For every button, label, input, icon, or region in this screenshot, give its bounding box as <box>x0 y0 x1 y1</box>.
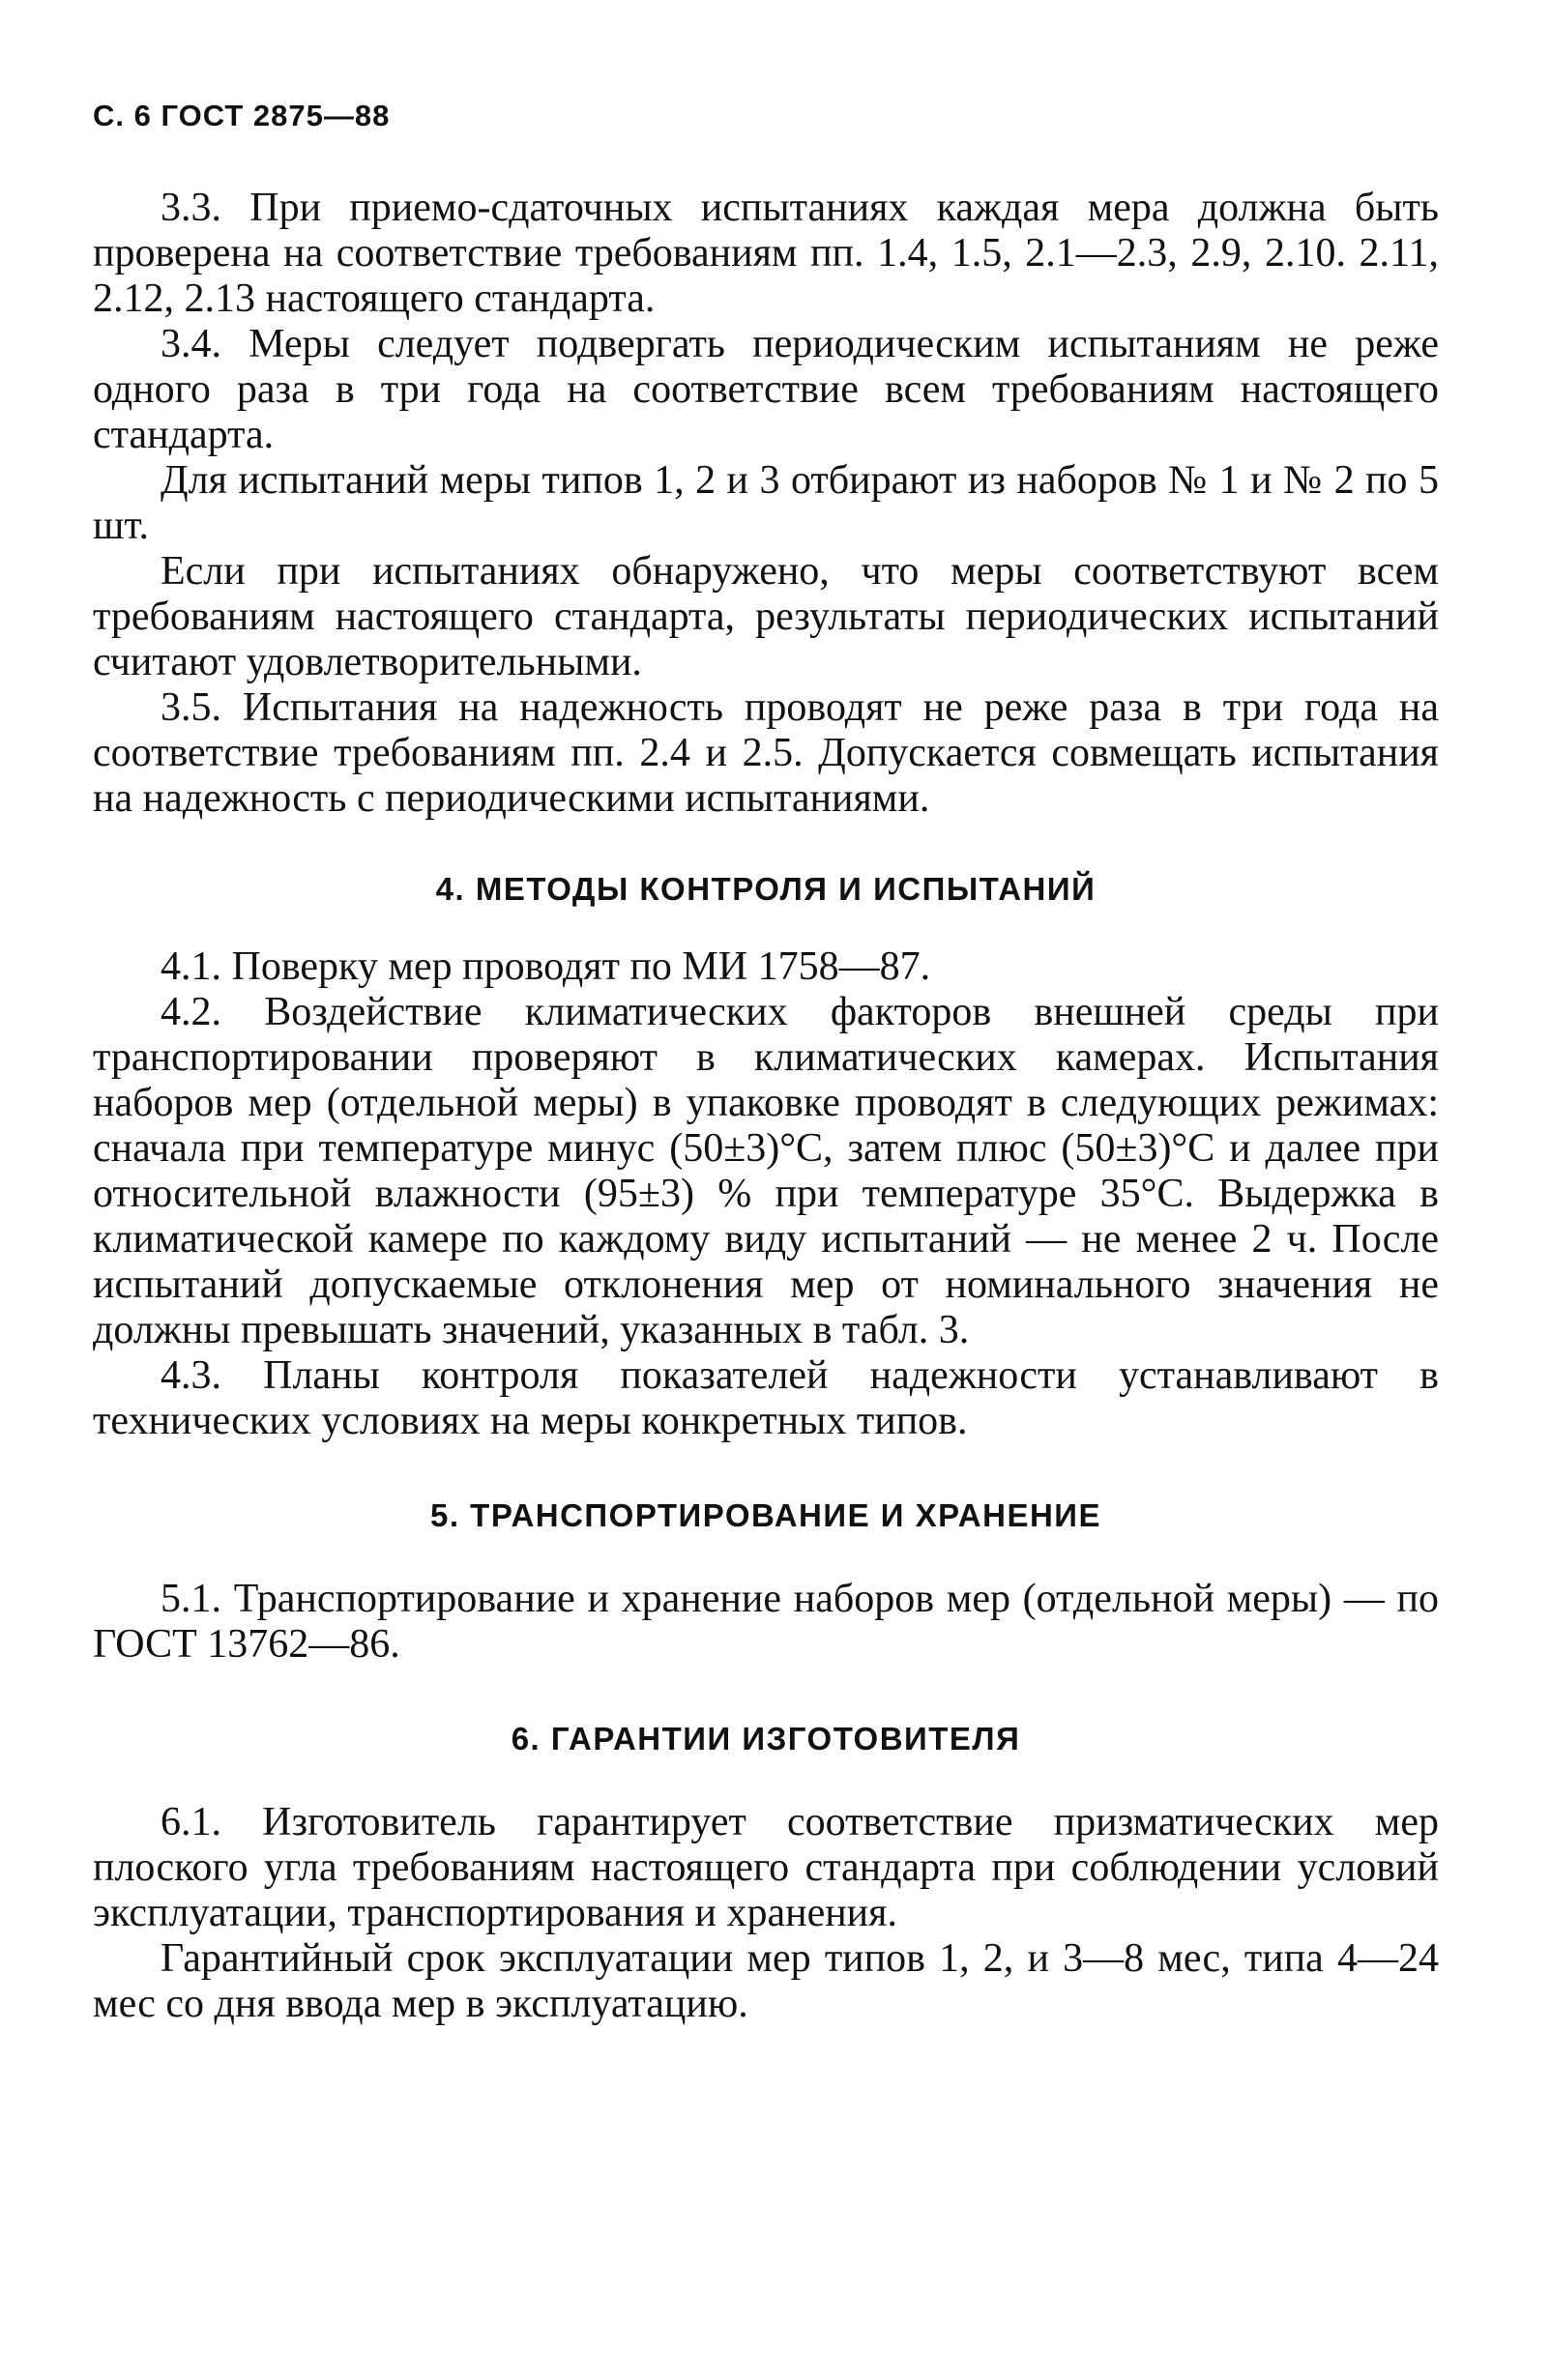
paragraph-4-1: 4.1. Поверку мер проводят по МИ 1758—87. <box>161 944 931 989</box>
paragraph-3-4-samples: Для испытаний меры типов 1, 2 и 3 отбирают из наборов № 1 и № 2 по 5 шт. <box>93 458 1439 548</box>
paragraph-3-4-results: Если при испытаниях обнаружено, что меры соответствуют всем требованиям настоящего стандарта, результаты периодических испытаний считают удовлетворительными. <box>93 549 1439 684</box>
paragraph-4-2: 4.2. Воздействие климатических факторов внешней среды при транспортировании проверяют в климатических камерах. Испытания наборов мер (отдельной меры) в упаковке проводят в следующих режимах: сначала при температуре минус (50±3)°С, затем плюс (50±3)°С и далее при относительной влажности (95±3) % при температуре 35°С. Выдержка в климатической камере по каждому виду испытаний — не менее 2 ч. После испытаний допускаемые отклонения мер от номинального значения не должны превышать значений, указанных в табл. 3. <box>93 990 1439 1352</box>
paragraph-6-1: 6.1. Изготовитель гарантирует соответствие призматических мер плоского угла требованиям настоящего стандарта при соблюдении условий эксплуатации, транспортирования и хранения. <box>93 1800 1439 1935</box>
paragraph-3-5: 3.5. Испытания на надежность проводят не реже раза в три года на соответствие требованиям пп. 2.4 и 2.5. Допускается совмещать испытания на надежность с периодическими испытаниями. <box>93 685 1439 821</box>
paragraph-3-4: 3.4. Меры следует подвергать периодическим испытаниям не реже одного раза в три года на соответствие всем требованиям настоящего стандарта. <box>93 322 1439 457</box>
section-5-title: 5. ТРАНСПОРТИРОВАНИЕ И ХРАНЕНИЕ <box>429 1497 1102 1533</box>
page-header: С. 6 ГОСТ 2875—88 <box>93 99 391 132</box>
paragraph-4-3: 4.3. Планы контроля показателей надежности устанавливают в технических условиях на меры конкретных типов. <box>93 1353 1439 1443</box>
paragraph-5-1: 5.1. Транспортирование и хранение наборов мер (отдельной меры) — по ГОСТ 13762—86. <box>93 1577 1439 1667</box>
document-body <box>93 186 1439 2027</box>
paragraph-6-1-warranty: Гарантийный срок эксплуатации мер типов 1, 2, и 3—8 мес, типа 4—24 мес со дня ввода мер в эксплуатацию. <box>93 1936 1439 2026</box>
paragraph-3-3: 3.3. При приемо-сдаточных испытаниях каждая мера должна быть проверена на соответствие требованиям пп. 1.4, 1.5, 2.1—2.3, 2.9, 2.10. 2.11, 2.12, 2.13 настоящего стандарта. <box>93 186 1439 321</box>
section-6-title: 6. ГАРАНТИИ ИЗГОТОВИТЕЛЯ <box>511 1721 1021 1756</box>
section-4-title: 4. МЕТОДЫ КОНТРОЛЯ И ИСПЫТАНИЙ <box>435 871 1097 907</box>
